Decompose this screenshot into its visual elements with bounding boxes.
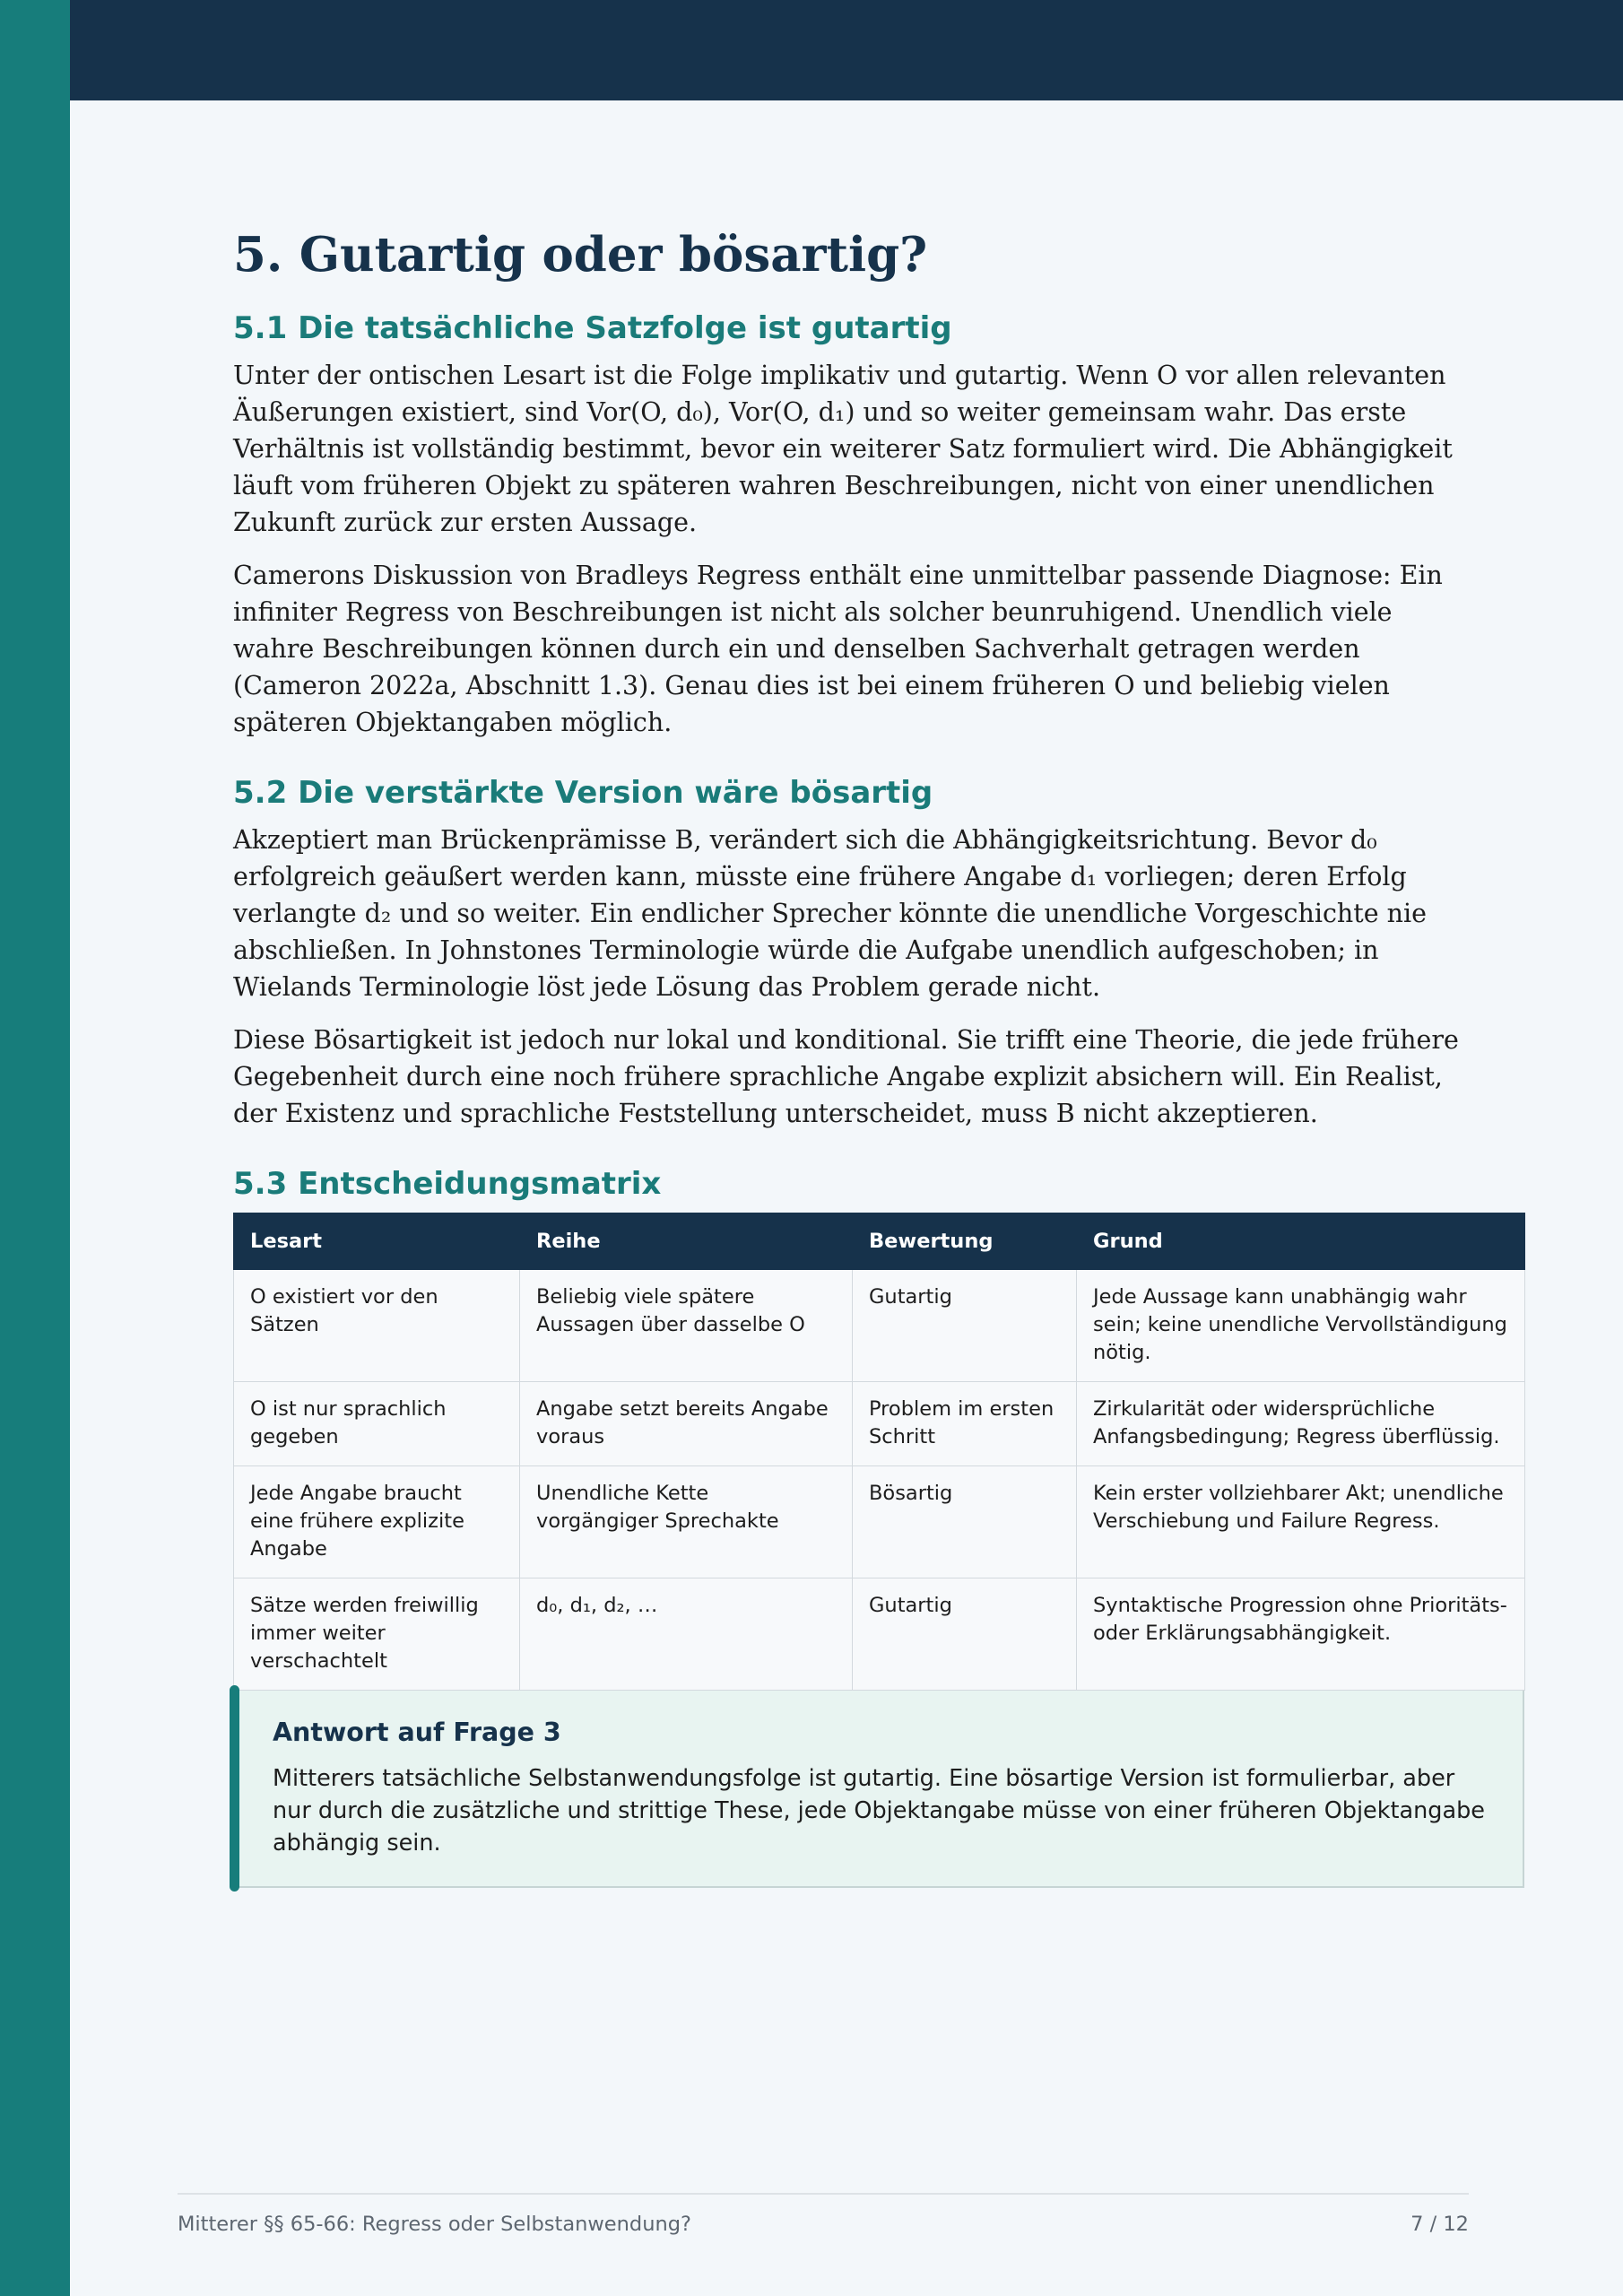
paragraph: Akzeptiert man Brückenprämisse B, verändert sich die Abhängigkeitsrichtung. Bevor d₀ erfolgreich geäußert werden kann, müsste eine frühere Angabe d₁ vorliegen; deren Erfolg verlangte d₂ und so weiter. Ein endlicher Sprecher könnte die unendliche Vorgeschichte nie abschließen. In Johnstones Terminologie würde die Aufgabe unendlich aufgeschoben; in Wielands Terminologie löst jede Lösung das Problem gerade nicht. [233,825,1427,1002]
table-row [234,1578,1525,1691]
table-cell: d₀, d₁, d₂, … [520,1578,853,1691]
callout-title: Antwort auf Frage 3 [273,1718,561,1747]
top-header-bar [70,0,1623,100]
answer-callout-box [233,1691,1524,1888]
table-cell: Jede Angabe braucht eine frühere explizite Angabe [234,1466,520,1578]
column-header: Lesart [234,1213,520,1270]
table-cell: O ist nur sprachlich gegeben [234,1382,520,1466]
section-heading-5-3: 5.3 Entscheidungsmatrix [233,1166,662,1202]
table-cell: Angabe setzt bereits Angabe voraus [520,1382,853,1466]
paragraph: Diese Bösartigkeit ist jedoch nur lokal und konditional. Sie trifft eine Theorie, die jede frühere Gegebenheit durch eine noch frühere sprachliche Angabe explizit absichern will. Ein Realist, der Existenz und sprachliche Feststellung unterscheidet, muss B nicht akzeptieren. [233,1025,1459,1128]
table-cell: Syntaktische Progression ohne Prioritäts- oder Erklärungsabhängigkeit. [1077,1578,1525,1691]
table-cell: Sätze werden freiwillig immer weiter verschachtelt [234,1578,520,1691]
section-heading-5-1: 5.1 Die tatsächliche Satzfolge ist gutartig [233,310,952,346]
table-cell: Unendliche Kette vorgängiger Sprechakte [520,1466,853,1578]
decision-matrix-table [233,1213,1525,1691]
table-cell: Kein erster vollziehbarer Akt; unendliche Verschiebung und Failure Regress. [1077,1466,1525,1578]
footer-divider [178,2193,1469,2195]
table-cell: Gutartig [853,1270,1077,1382]
footer-document-title: Mitterer §§ 65-66: Regress oder Selbstanwendung? [178,2213,691,2236]
page-content [233,226,1524,1888]
table-row [234,1270,1525,1382]
column-header: Grund [1077,1213,1525,1270]
callout-text: Mitterers tatsächliche Selbstanwendungsfolge ist gutartig. Eine bösartige Version ist formulierbar, aber nur durch die zusätzliche und strittige These, jede Objektangabe müsse von einer früheren Objektangabe abhängig sein. [273,1765,1485,1857]
column-header: Reihe [520,1213,853,1270]
table-cell: Bösartig [853,1466,1077,1578]
table-cell: Zirkularität oder widersprüchliche Anfangsbedingung; Regress überflüssig. [1077,1382,1525,1466]
paragraph: Camerons Diskussion von Bradleys Regress enthält eine unmittelbar passende Diagnose: Ein infiniter Regress von Beschreibungen ist nicht als solcher beunruhigend. Unendlich viele wahre Beschreibungen können durch ein und denselben Sachverhalt getragen werden (Cameron 2022a, Abschnitt 1.3). Genau dies ist bei einem früheren O und beliebig vielen späteren Objektangaben möglich. [233,561,1443,737]
footer-page-number: 7 / 12 [1410,2213,1469,2236]
paragraph: Unter der ontischen Lesart ist die Folge implikativ und gutartig. Wenn O vor allen relevanten Äußerungen existiert, sind Vor(O, d₀), Vor(O, d₁) und so weiter gemeinsam wahr. Das erste Verhältnis ist vollständig bestimmt, bevor ein weiterer Satz formuliert wird. Die Abhängigkeit läuft vom früheren Objekt zu späteren wahren Beschreibungen, nicht von einer unendlichen Zukunft zurück zur ersten Aussage. [233,361,1453,537]
table-cell: Beliebig viele spätere Aussagen über dasselbe O [520,1270,853,1382]
table-row [234,1466,1525,1578]
table-row [234,1382,1525,1466]
table-cell: O existiert vor den Sätzen [234,1270,520,1382]
table-cell: Jede Aussage kann unabhängig wahr sein; keine unendliche Vervollständigung nötig. [1077,1270,1525,1382]
table-cell: Problem im ersten Schritt [853,1382,1077,1466]
section-heading-5-2: 5.2 Die verstärkte Version wäre bösartig [233,775,933,811]
column-header: Bewertung [853,1213,1077,1270]
left-accent-bar [0,0,70,2296]
callout-accent-stripe [230,1685,239,1892]
table-cell: Gutartig [853,1578,1077,1691]
page-title: 5. Gutartig oder bösartig? [233,227,928,283]
table-header-row [234,1213,1525,1270]
